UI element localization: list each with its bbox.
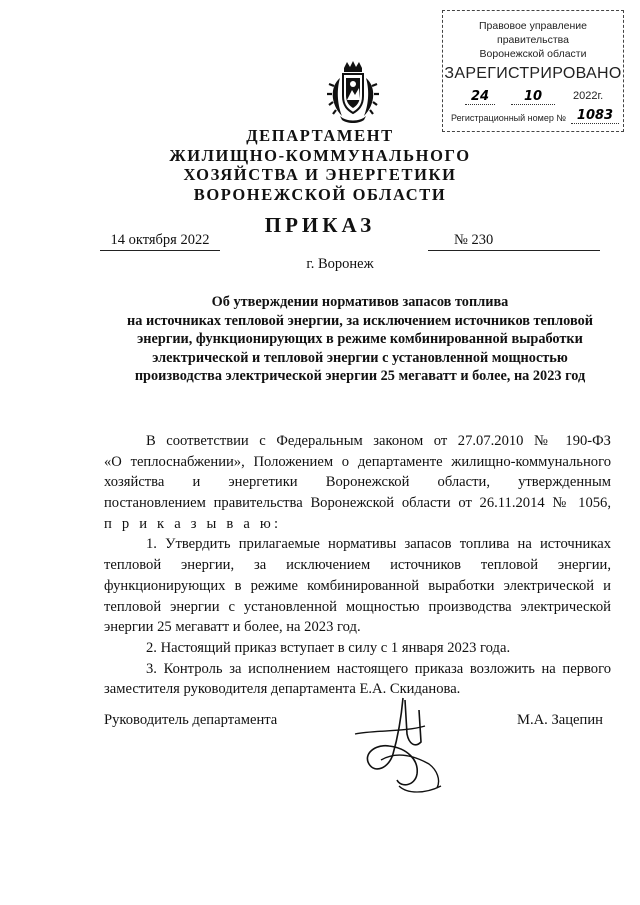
department-line1: ДЕПАРТАМЕНТ: [246, 126, 394, 145]
body-line-order-word: п р и к а з ы в а ю:: [104, 515, 282, 532]
subject-line: энергии, функционирующих в режиме комбинированной выработки: [137, 331, 583, 347]
document-number-value: № 230: [454, 232, 494, 248]
document-city: г. Воронеж: [306, 256, 374, 272]
body-line: тепловой энергии с установленной мощностью производства электрической: [104, 598, 611, 615]
body-line: 1. Утвердить прилагаемые нормативы запасов топлива на источниках: [146, 536, 611, 553]
stamp-organization: [443, 19, 623, 61]
stamp-reg-number-label: Регистрационный номер №: [451, 113, 567, 123]
signature-title: Руководитель департамента: [104, 712, 278, 728]
department-header: [150, 126, 490, 204]
stamp-org-line2: Воронежской области: [479, 48, 587, 60]
body-line: функционирующих в режиме комбинированной выработки электрической и: [104, 577, 611, 594]
body-line: энергии 25 мегаватт и более, на 2023 год.: [104, 619, 361, 636]
stamp-reg-number: 1083: [571, 108, 619, 124]
subject-line: на источниках тепловой энергии, за исключением источников тепловой: [127, 312, 593, 329]
body-line: заместителя руководителя департамента Е.А. Скиданова.: [104, 681, 461, 698]
body-line: В соответствии с Федеральным законом от 27.07.2010 № 190-ФЗ: [146, 433, 611, 449]
stamp-date-day: 24: [465, 89, 495, 105]
department-line4: ВОРОНЕЖСКОЙ ОБЛАСТИ: [193, 184, 447, 204]
signatory-name: М.А. Зацепин: [517, 712, 603, 728]
registration-stamp: [442, 10, 624, 132]
subject-line: производства электрической энергии 25 мегаватт и более, на 2023 год: [134, 368, 586, 384]
stamp-org-line1: Правовое управление правительства: [478, 20, 587, 46]
subject-line: электрической и тепловой энергии с установленной мощностью: [152, 349, 568, 366]
stamp-date-month: 10: [511, 89, 555, 105]
body-line: «О теплоснабжении», Положением о департаменте жилищно-коммунального: [104, 453, 611, 470]
stamp-registered-label: ЗАРЕГИСТРИРОВАНО: [444, 65, 622, 82]
subject-line: Об утверждении нормативов запасов топлива: [211, 294, 509, 310]
body-line: тепловой энергии, за исключением источников тепловой энергии,: [104, 557, 611, 574]
body-line: 2. Настоящий приказ вступает в силу с 1 января 2023 года.: [146, 639, 511, 656]
department-line3: ХОЗЯЙСТВА И ЭНЕРГЕТИКИ: [183, 165, 457, 184]
handwritten-signature: [345, 690, 465, 800]
body-line: 3. Контроль за исполнением настоящего приказа возложить на первого: [146, 660, 611, 677]
document-subject: [100, 293, 620, 386]
body-line: хозяйства и энергетики Воронежской области, утвержденным: [104, 474, 611, 491]
stamp-date: [451, 89, 617, 107]
document-number: [428, 232, 600, 251]
stamp-date-year: 2022г.: [573, 90, 604, 102]
body-line: постановлением правительства Воронежской области от 26.11.2014 № 1056,: [104, 495, 611, 512]
document-type: ПРИКАЗ: [264, 213, 376, 237]
department-line2: ЖИЛИЩНО-КОММУНАЛЬНОГО: [169, 145, 471, 165]
document-date: 14 октября 2022: [100, 232, 220, 251]
coat-of-arms-icon: [326, 60, 380, 126]
document-body: [104, 431, 611, 700]
